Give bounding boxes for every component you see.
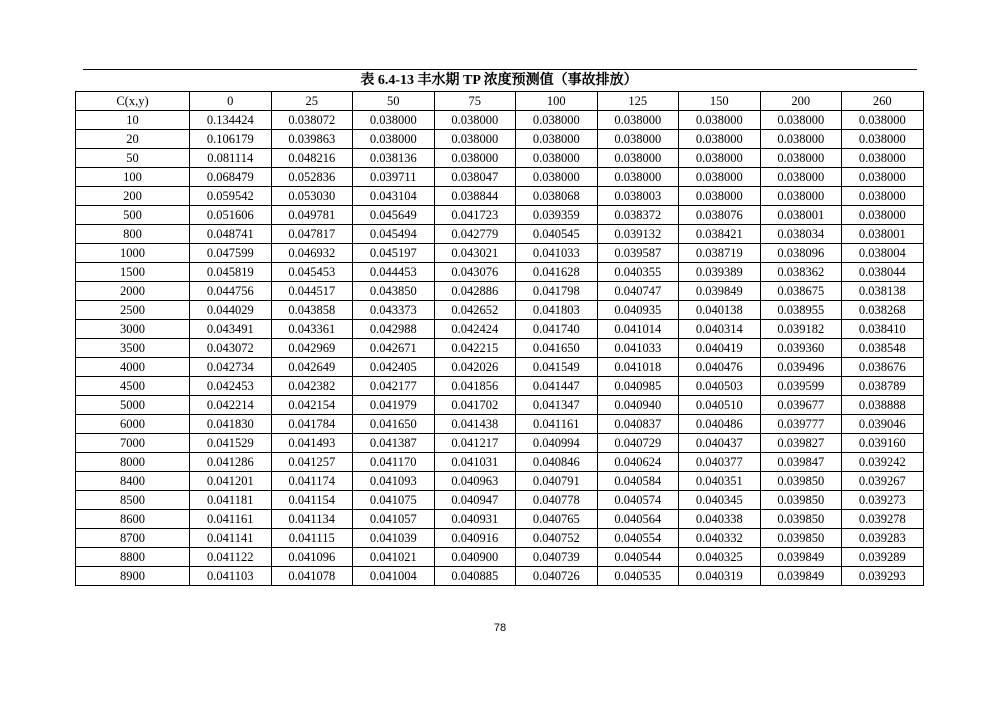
table-row [76, 320, 924, 339]
table-cell: 0.040355 [597, 263, 679, 282]
table-row [76, 567, 924, 586]
table-cell: 0.038719 [679, 244, 761, 263]
table-cell: 0.038000 [516, 149, 598, 168]
table-row [76, 396, 924, 415]
table-cell: 0.042177 [353, 377, 435, 396]
row-header: 3000 [76, 320, 190, 339]
table-cell: 0.041723 [434, 206, 516, 225]
table-cell: 0.040947 [434, 491, 516, 510]
row-header: 20 [76, 130, 190, 149]
concentration-table [75, 91, 924, 586]
header-row [76, 92, 924, 111]
table-cell: 0.041181 [190, 491, 272, 510]
table-cell: 0.040314 [679, 320, 761, 339]
table-cell: 0.040574 [597, 491, 679, 510]
row-header: 800 [76, 225, 190, 244]
table-cell: 0.045453 [271, 263, 353, 282]
table-cell: 0.039293 [842, 567, 924, 586]
table-cell: 0.038000 [760, 111, 842, 130]
table-cell: 0.038001 [842, 225, 924, 244]
table-row [76, 453, 924, 472]
table-cell: 0.040931 [434, 510, 516, 529]
table-row [76, 168, 924, 187]
table-cell: 0.038001 [760, 206, 842, 225]
table-cell: 0.042424 [434, 320, 516, 339]
table-cell: 0.041033 [516, 244, 598, 263]
table-cell: 0.041979 [353, 396, 435, 415]
table-cell: 0.041257 [271, 453, 353, 472]
table-cell: 0.134424 [190, 111, 272, 130]
table-cell: 0.041549 [516, 358, 598, 377]
table-cell: 0.041039 [353, 529, 435, 548]
table-cell: 0.040437 [679, 434, 761, 453]
table-cell: 0.042734 [190, 358, 272, 377]
table-cell: 0.041798 [516, 282, 598, 301]
table-cell: 0.040624 [597, 453, 679, 472]
table-cell: 0.043076 [434, 263, 516, 282]
table-cell: 0.038372 [597, 206, 679, 225]
table-cell: 0.038000 [679, 130, 761, 149]
table-cell: 0.040554 [597, 529, 679, 548]
table-cell: 0.040419 [679, 339, 761, 358]
table-cell: 0.038955 [760, 301, 842, 320]
column-header: 260 [842, 92, 924, 111]
table-cell: 0.045197 [353, 244, 435, 263]
table-cell: 0.043104 [353, 187, 435, 206]
row-header: 4500 [76, 377, 190, 396]
row-header: 2500 [76, 301, 190, 320]
table-cell: 0.039827 [760, 434, 842, 453]
table-cell: 0.040545 [516, 225, 598, 244]
table-cell: 0.038000 [679, 168, 761, 187]
table-cell: 0.048216 [271, 149, 353, 168]
table-cell: 0.059542 [190, 187, 272, 206]
table-cell: 0.052836 [271, 168, 353, 187]
table-cell: 0.041115 [271, 529, 353, 548]
table-cell: 0.040916 [434, 529, 516, 548]
table-cell: 0.042652 [434, 301, 516, 320]
table-cell: 0.039599 [760, 377, 842, 396]
table-cell: 0.040338 [679, 510, 761, 529]
table-cell: 0.040765 [516, 510, 598, 529]
table-row [76, 130, 924, 149]
table-cell: 0.038000 [434, 149, 516, 168]
row-header: 8800 [76, 548, 190, 567]
table-cell: 0.038068 [516, 187, 598, 206]
table-cell: 0.039850 [760, 472, 842, 491]
table-cell: 0.041529 [190, 434, 272, 453]
table-cell: 0.039850 [760, 529, 842, 548]
table-cell: 0.038000 [434, 130, 516, 149]
table-cell: 0.041740 [516, 320, 598, 339]
table-cell: 0.038000 [597, 130, 679, 149]
table-cell: 0.038000 [353, 111, 435, 130]
table-row [76, 358, 924, 377]
table-cell: 0.040752 [516, 529, 598, 548]
table-cell: 0.038676 [842, 358, 924, 377]
table-cell: 0.041014 [597, 320, 679, 339]
table-cell: 0.038268 [842, 301, 924, 320]
table-cell: 0.041093 [353, 472, 435, 491]
row-header: 5000 [76, 396, 190, 415]
table-row [76, 149, 924, 168]
table-cell: 0.044029 [190, 301, 272, 320]
table-cell: 0.040729 [597, 434, 679, 453]
row-header: 3500 [76, 339, 190, 358]
table-row [76, 301, 924, 320]
table-cell: 0.038000 [679, 111, 761, 130]
table-cell: 0.040351 [679, 472, 761, 491]
row-header: 8000 [76, 453, 190, 472]
table-cell: 0.039132 [597, 225, 679, 244]
table-cell: 0.039850 [760, 510, 842, 529]
table-cell: 0.040900 [434, 548, 516, 567]
column-header: 125 [597, 92, 679, 111]
table-cell: 0.041122 [190, 548, 272, 567]
table-cell: 0.038000 [842, 111, 924, 130]
table-row [76, 111, 924, 130]
table-cell: 0.042154 [271, 396, 353, 415]
row-header: 2000 [76, 282, 190, 301]
table-cell: 0.040985 [597, 377, 679, 396]
table-row [76, 263, 924, 282]
table-cell: 0.043858 [271, 301, 353, 320]
table-cell: 0.040544 [597, 548, 679, 567]
table-cell: 0.040846 [516, 453, 598, 472]
table-cell: 0.047817 [271, 225, 353, 244]
table-cell: 0.041217 [434, 434, 516, 453]
table-cell: 0.038789 [842, 377, 924, 396]
table-cell: 0.041134 [271, 510, 353, 529]
table-cell: 0.039847 [760, 453, 842, 472]
table-cell: 0.040564 [597, 510, 679, 529]
table-cell: 0.040138 [679, 301, 761, 320]
table-cell: 0.038000 [760, 168, 842, 187]
table-cell: 0.039289 [842, 548, 924, 567]
table-cell: 0.041650 [353, 415, 435, 434]
table-cell: 0.039283 [842, 529, 924, 548]
table-cell: 0.038004 [842, 244, 924, 263]
table-cell: 0.041154 [271, 491, 353, 510]
table-cell: 0.040535 [597, 567, 679, 586]
table-cell: 0.039182 [760, 320, 842, 339]
table-cell: 0.040935 [597, 301, 679, 320]
table-cell: 0.042886 [434, 282, 516, 301]
table-cell: 0.041201 [190, 472, 272, 491]
table-row [76, 187, 924, 206]
row-header: 100 [76, 168, 190, 187]
table-cell: 0.038000 [516, 111, 598, 130]
table-cell: 0.041650 [516, 339, 598, 358]
row-header: 8900 [76, 567, 190, 586]
table-caption: 表 6.4-13 丰水期 TP 浓度预测值（事故排放） [360, 73, 638, 88]
table-cell: 0.041803 [516, 301, 598, 320]
table-cell: 0.038888 [842, 396, 924, 415]
table-cell: 0.039389 [679, 263, 761, 282]
table-cell: 0.042671 [353, 339, 435, 358]
table-cell: 0.040885 [434, 567, 516, 586]
table-cell: 0.038000 [842, 187, 924, 206]
table-row [76, 491, 924, 510]
table-cell: 0.041096 [271, 548, 353, 567]
table-cell: 0.041438 [434, 415, 516, 434]
table-cell: 0.040778 [516, 491, 598, 510]
table-cell: 0.038000 [842, 168, 924, 187]
table-cell: 0.038000 [597, 168, 679, 187]
table-cell: 0.068479 [190, 168, 272, 187]
table-cell: 0.040377 [679, 453, 761, 472]
table-cell: 0.041103 [190, 567, 272, 586]
table-cell: 0.039273 [842, 491, 924, 510]
column-header: 50 [353, 92, 435, 111]
table-row [76, 415, 924, 434]
table-cell: 0.044453 [353, 263, 435, 282]
table-cell: 0.042215 [434, 339, 516, 358]
table-cell: 0.041141 [190, 529, 272, 548]
row-header: 10 [76, 111, 190, 130]
table-cell: 0.043021 [434, 244, 516, 263]
table-cell: 0.039711 [353, 168, 435, 187]
table-cell: 0.038000 [516, 168, 598, 187]
table-cell: 0.041075 [353, 491, 435, 510]
table-row [76, 339, 924, 358]
row-header: 6000 [76, 415, 190, 434]
table-cell: 0.041628 [516, 263, 598, 282]
table-cell: 0.038096 [760, 244, 842, 263]
table-cell: 0.039677 [760, 396, 842, 415]
table-cell: 0.038000 [760, 130, 842, 149]
table-row [76, 434, 924, 453]
table-cell: 0.038000 [679, 149, 761, 168]
table-cell: 0.045494 [353, 225, 435, 244]
table-row [76, 529, 924, 548]
table-cell: 0.041018 [597, 358, 679, 377]
table-cell: 0.038000 [760, 187, 842, 206]
table-cell: 0.039278 [842, 510, 924, 529]
table-cell: 0.038548 [842, 339, 924, 358]
table-cell: 0.038000 [760, 149, 842, 168]
table-cell: 0.038844 [434, 187, 516, 206]
table-cell: 0.039587 [597, 244, 679, 263]
row-header: 8600 [76, 510, 190, 529]
table-cell: 0.041021 [353, 548, 435, 567]
table-cell: 0.038000 [516, 130, 598, 149]
table-cell: 0.040994 [516, 434, 598, 453]
table-cell: 0.038138 [842, 282, 924, 301]
table-cell: 0.049781 [271, 206, 353, 225]
table-body [76, 111, 924, 586]
table-cell: 0.045649 [353, 206, 435, 225]
table-cell: 0.040510 [679, 396, 761, 415]
table-cell: 0.042214 [190, 396, 272, 415]
table-cell: 0.040584 [597, 472, 679, 491]
table-cell: 0.040791 [516, 472, 598, 491]
row-header: 4000 [76, 358, 190, 377]
table-cell: 0.040503 [679, 377, 761, 396]
table-cell: 0.039160 [842, 434, 924, 453]
table-cell: 0.038000 [434, 111, 516, 130]
column-header: 25 [271, 92, 353, 111]
table-cell: 0.038000 [842, 130, 924, 149]
table-row [76, 510, 924, 529]
table-cell: 0.038000 [353, 130, 435, 149]
table-cell: 0.039849 [760, 548, 842, 567]
table-cell: 0.043491 [190, 320, 272, 339]
table-cell: 0.040739 [516, 548, 598, 567]
table-cell: 0.038000 [597, 111, 679, 130]
table-cell: 0.040963 [434, 472, 516, 491]
table-cell: 0.040837 [597, 415, 679, 434]
table-cell: 0.038675 [760, 282, 842, 301]
row-header: 1500 [76, 263, 190, 282]
table-cell: 0.043072 [190, 339, 272, 358]
table-cell: 0.039863 [271, 130, 353, 149]
table-cell: 0.041033 [597, 339, 679, 358]
table-cell: 0.053030 [271, 187, 353, 206]
page-number: 78 [493, 622, 507, 634]
table-cell: 0.041286 [190, 453, 272, 472]
table-cell: 0.046932 [271, 244, 353, 263]
table-cell: 0.038072 [271, 111, 353, 130]
table-cell: 0.038421 [679, 225, 761, 244]
table-cell: 0.041387 [353, 434, 435, 453]
table-cell: 0.045819 [190, 263, 272, 282]
table-cell: 0.038000 [679, 187, 761, 206]
table-cell: 0.047599 [190, 244, 272, 263]
table-row [76, 244, 924, 263]
column-header: 200 [760, 92, 842, 111]
table-cell: 0.042453 [190, 377, 272, 396]
table-cell: 0.042405 [353, 358, 435, 377]
table-cell: 0.038410 [842, 320, 924, 339]
table-cell: 0.041057 [353, 510, 435, 529]
table-cell: 0.041078 [271, 567, 353, 586]
table-cell: 0.039360 [760, 339, 842, 358]
table-cell: 0.041161 [190, 510, 272, 529]
row-header: 500 [76, 206, 190, 225]
table-cell: 0.042988 [353, 320, 435, 339]
table-cell: 0.041856 [434, 377, 516, 396]
column-header: 150 [679, 92, 761, 111]
table-cell: 0.044517 [271, 282, 353, 301]
table-cell: 0.040325 [679, 548, 761, 567]
table-cell: 0.039359 [516, 206, 598, 225]
table-cell: 0.039496 [760, 358, 842, 377]
table-row [76, 282, 924, 301]
table-cell: 0.039849 [679, 282, 761, 301]
row-header: 7000 [76, 434, 190, 453]
table-row [76, 206, 924, 225]
table-cell: 0.038362 [760, 263, 842, 282]
table-cell: 0.040486 [679, 415, 761, 434]
table-cell: 0.041493 [271, 434, 353, 453]
table-cell: 0.041004 [353, 567, 435, 586]
row-header: 50 [76, 149, 190, 168]
table-row [76, 377, 924, 396]
row-header: 8500 [76, 491, 190, 510]
table-cell: 0.040476 [679, 358, 761, 377]
table-cell: 0.041031 [434, 453, 516, 472]
table-cell: 0.041347 [516, 396, 598, 415]
table-cell: 0.048741 [190, 225, 272, 244]
table-cell: 0.042026 [434, 358, 516, 377]
table-cell: 0.038000 [842, 149, 924, 168]
table-cell: 0.043373 [353, 301, 435, 320]
table-cell: 0.039849 [760, 567, 842, 586]
table-cell: 0.041161 [516, 415, 598, 434]
table-cell: 0.051606 [190, 206, 272, 225]
table-row [76, 472, 924, 491]
table-cell: 0.038136 [353, 149, 435, 168]
table-cell: 0.038000 [842, 206, 924, 225]
table-cell: 0.038000 [597, 149, 679, 168]
row-header: 8400 [76, 472, 190, 491]
table-cell: 0.042649 [271, 358, 353, 377]
table-cell: 0.042382 [271, 377, 353, 396]
table-cell: 0.038044 [842, 263, 924, 282]
table-cell: 0.039850 [760, 491, 842, 510]
row-header: 200 [76, 187, 190, 206]
column-header: 75 [434, 92, 516, 111]
table-cell: 0.041447 [516, 377, 598, 396]
column-header: 100 [516, 92, 598, 111]
table-cell: 0.040726 [516, 567, 598, 586]
row-header: 1000 [76, 244, 190, 263]
table-cell: 0.038047 [434, 168, 516, 187]
row-header: 8700 [76, 529, 190, 548]
table-cell: 0.106179 [190, 130, 272, 149]
table-cell: 0.040747 [597, 282, 679, 301]
table-cell: 0.039242 [842, 453, 924, 472]
table-cell: 0.040332 [679, 529, 761, 548]
table-cell: 0.081114 [190, 149, 272, 168]
table-cell: 0.041830 [190, 415, 272, 434]
table-cell: 0.043850 [353, 282, 435, 301]
table-cell: 0.038003 [597, 187, 679, 206]
table-row [76, 225, 924, 244]
table-cell: 0.039046 [842, 415, 924, 434]
table-cell: 0.041784 [271, 415, 353, 434]
table-cell: 0.038034 [760, 225, 842, 244]
table-row [76, 548, 924, 567]
table-cell: 0.038076 [679, 206, 761, 225]
table-cell: 0.040940 [597, 396, 679, 415]
table-cell: 0.041702 [434, 396, 516, 415]
column-header: 0 [190, 92, 272, 111]
table-cell: 0.041170 [353, 453, 435, 472]
table-cell: 0.039267 [842, 472, 924, 491]
header-rule [83, 69, 917, 70]
table-cell: 0.043361 [271, 320, 353, 339]
table-cell: 0.044756 [190, 282, 272, 301]
table-cell: 0.042969 [271, 339, 353, 358]
table-cell: 0.040345 [679, 491, 761, 510]
table-cell: 0.042779 [434, 225, 516, 244]
corner-header: C(x,y) [76, 92, 190, 111]
table-cell: 0.041174 [271, 472, 353, 491]
table-cell: 0.040319 [679, 567, 761, 586]
table-cell: 0.039777 [760, 415, 842, 434]
